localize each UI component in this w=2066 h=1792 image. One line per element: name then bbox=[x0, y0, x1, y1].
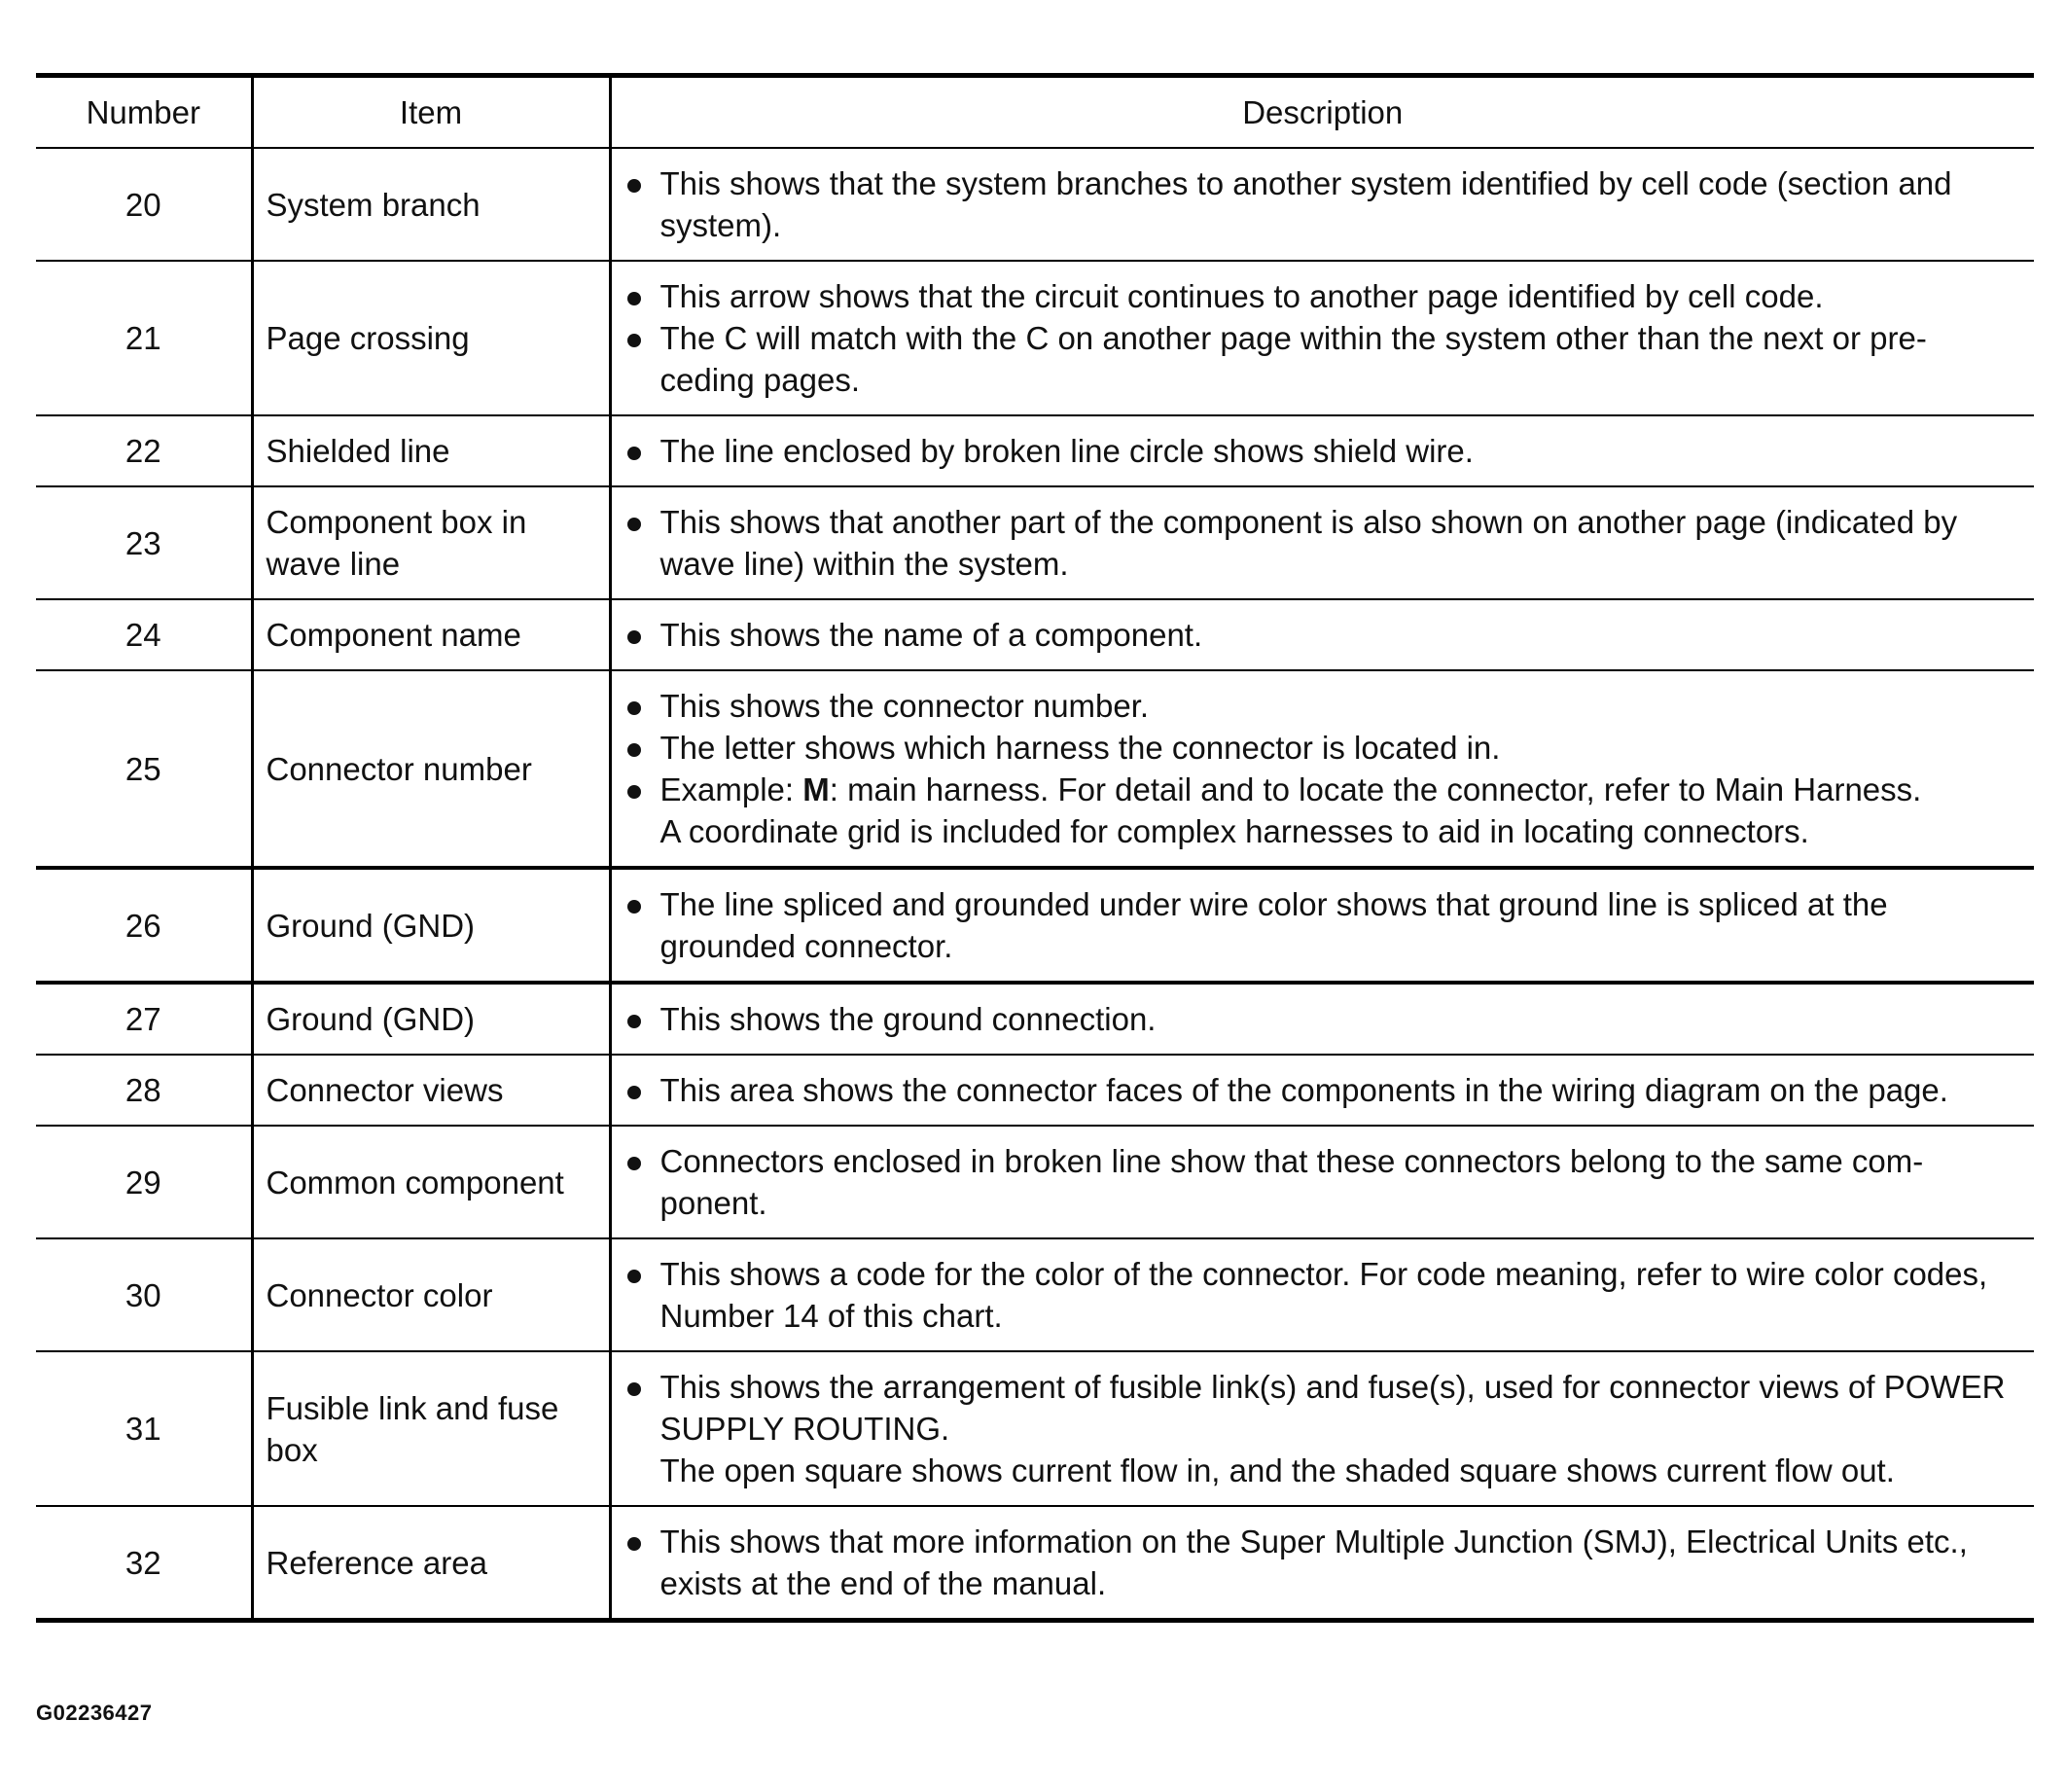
row-item: Connector color bbox=[252, 1238, 610, 1351]
row-number: 27 bbox=[36, 983, 252, 1055]
row-number: 24 bbox=[36, 599, 252, 670]
row-item: Shielded line bbox=[252, 415, 610, 486]
row-number: 32 bbox=[36, 1506, 252, 1618]
row-description bbox=[610, 983, 2034, 1055]
row-item: Ground (GND) bbox=[252, 983, 610, 1055]
table-row bbox=[36, 1126, 2034, 1238]
header-description: Description bbox=[610, 78, 2034, 148]
row-item: Connector number bbox=[252, 670, 610, 868]
row-item: Page crossing bbox=[252, 261, 610, 415]
line-text: This shows a code for the color of the connector. For code meaning, refer to wire color codes, Number 14 of this chart. bbox=[659, 1256, 1988, 1334]
header-row bbox=[36, 78, 2034, 148]
table-row bbox=[36, 1351, 2034, 1506]
table-row bbox=[36, 1055, 2034, 1126]
row-number: 23 bbox=[36, 486, 252, 599]
row-number: 21 bbox=[36, 261, 252, 415]
bullet-line bbox=[623, 1253, 2019, 1337]
document-id: G02236427 bbox=[36, 1701, 153, 1725]
row-description bbox=[610, 1506, 2034, 1618]
line-text: The line enclosed by broken line circle shows shield wire. bbox=[659, 433, 1474, 469]
line-text: This shows the arrangement of fusible link(s) and fuse(s), used for connector views of POWER SUPPLY ROUTING. bbox=[659, 1369, 2006, 1447]
table-row bbox=[36, 670, 2034, 868]
table-row bbox=[36, 415, 2034, 486]
row-number: 22 bbox=[36, 415, 252, 486]
continuation-line bbox=[623, 810, 2019, 852]
row-number: 25 bbox=[36, 670, 252, 868]
row-number: 26 bbox=[36, 868, 252, 983]
bullet-line bbox=[623, 614, 2019, 656]
bullet-line bbox=[623, 727, 2019, 769]
row-description bbox=[610, 1351, 2034, 1506]
row-number: 28 bbox=[36, 1055, 252, 1126]
bullet-line bbox=[623, 883, 2019, 967]
table-row bbox=[36, 1506, 2034, 1618]
wiring-legend-table bbox=[36, 78, 2034, 1618]
row-description bbox=[610, 148, 2034, 261]
header-number: Number bbox=[36, 78, 252, 148]
row-item: Component box in wave line bbox=[252, 486, 610, 599]
row-description bbox=[610, 486, 2034, 599]
line-text: This shows the ground connection. bbox=[659, 1001, 1157, 1037]
bullet-line bbox=[623, 1069, 2019, 1111]
row-description bbox=[610, 261, 2034, 415]
line-text: The letter shows which harness the connector is located in. bbox=[659, 730, 1501, 766]
row-item: Reference area bbox=[252, 1506, 610, 1618]
table-row bbox=[36, 486, 2034, 599]
row-item: Common component bbox=[252, 1126, 610, 1238]
bullet-line bbox=[623, 501, 2019, 585]
header-item: Item bbox=[252, 78, 610, 148]
line-text: A coordinate grid is included for complex harnesses to aid in locating connectors. bbox=[659, 813, 1809, 849]
table-row bbox=[36, 1238, 2034, 1351]
bullet-line bbox=[623, 430, 2019, 472]
row-description bbox=[610, 1238, 2034, 1351]
bullet-line bbox=[623, 1140, 2019, 1224]
line-text: Connectors enclosed in broken line show that these connectors belong to the same com-ponent. bbox=[659, 1143, 1924, 1221]
table-row bbox=[36, 599, 2034, 670]
row-description bbox=[610, 1055, 2034, 1126]
harness-letter: M bbox=[802, 771, 830, 807]
line-text: The open square shows current flow in, and the shaded square shows current flow out. bbox=[659, 1452, 1895, 1488]
row-number: 29 bbox=[36, 1126, 252, 1238]
line-text: This arrow shows that the circuit continues to another page identified by cell code. bbox=[659, 278, 1824, 314]
line-prefix: Example: bbox=[659, 771, 803, 807]
row-item: Ground (GND) bbox=[252, 868, 610, 983]
row-item: Component name bbox=[252, 599, 610, 670]
line-text: This shows the connector number. bbox=[659, 688, 1150, 724]
bullet-line bbox=[623, 317, 2019, 401]
line-text: This shows that the system branches to another system identified by cell code (section and system). bbox=[659, 165, 1952, 243]
line-text: The C will match with the C on another page within the system other than the next or pre-ceding pages. bbox=[659, 320, 1927, 398]
bullet-line bbox=[623, 162, 2019, 246]
bullet-line bbox=[623, 1521, 2019, 1604]
continuation-line bbox=[623, 1450, 2019, 1491]
bullet-line bbox=[623, 998, 2019, 1040]
row-description bbox=[610, 415, 2034, 486]
line-text: This shows the name of a component. bbox=[659, 617, 1203, 653]
row-description bbox=[610, 1126, 2034, 1238]
table-row bbox=[36, 868, 2034, 983]
table-row bbox=[36, 983, 2034, 1055]
row-number: 20 bbox=[36, 148, 252, 261]
reference-table-frame bbox=[36, 73, 2034, 1623]
row-item: System branch bbox=[252, 148, 610, 261]
row-item: Fusible link and fuse box bbox=[252, 1351, 610, 1506]
row-description bbox=[610, 670, 2034, 868]
row-number: 31 bbox=[36, 1351, 252, 1506]
bullet-line bbox=[623, 1366, 2019, 1450]
bullet-line bbox=[623, 275, 2019, 317]
line-text: : main harness. For detail and to locate the connector, refer to Main Harness. bbox=[829, 771, 1922, 807]
row-description bbox=[610, 599, 2034, 670]
bullet-line bbox=[623, 685, 2019, 727]
table-row bbox=[36, 261, 2034, 415]
line-text: This shows that more information on the Super Multiple Junction (SMJ), Electrical Units etc., exists at the end of the manual. bbox=[659, 1523, 1968, 1601]
table-row bbox=[36, 148, 2034, 261]
bullet-line bbox=[623, 769, 2019, 810]
row-number: 30 bbox=[36, 1238, 252, 1351]
row-item: Connector views bbox=[252, 1055, 610, 1126]
line-text: This shows that another part of the component is also shown on another page (indicated by wave line) within the system. bbox=[659, 504, 1958, 582]
row-description bbox=[610, 868, 2034, 983]
line-text: The line spliced and grounded under wire color shows that ground line is spliced at the grounded connector. bbox=[659, 886, 1888, 964]
line-text: This area shows the connector faces of the components in the wiring diagram on the page. bbox=[659, 1072, 1948, 1108]
